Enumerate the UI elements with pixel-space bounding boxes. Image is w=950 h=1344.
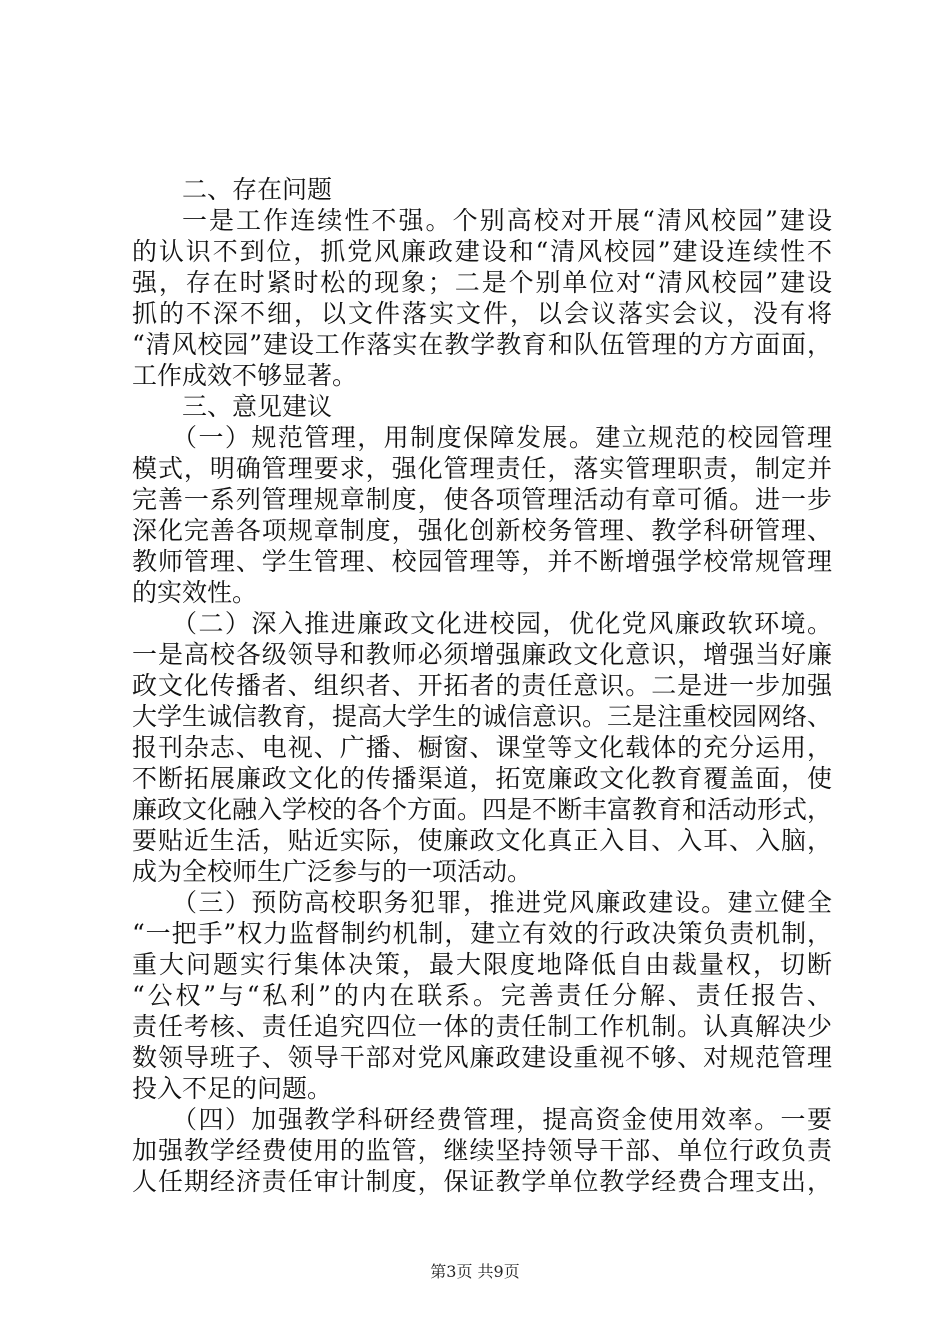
paragraph-line: 要贴近生活，贴近实际，使廉政文化真正入目、入耳、入脑， [132,826,832,855]
paragraph-line: 重大问题实行集体决策，最大限度地降低自由裁量权，切断 [132,950,832,979]
document-body [132,174,832,1197]
paragraph-line: 投入不足的问题。 [132,1074,333,1103]
paragraph-line: 完善一系列管理规章制度，使各项管理活动有章可循。进一步 [132,485,832,514]
paragraph-line: 抓的不深不细，以文件落实文件，以会议落实会议，没有将 [132,299,832,328]
paragraph-line: （三）预防高校职务犯罪，推进党风廉政建设。建立健全 [172,888,832,917]
paragraph-line: 模式，明确管理要求，强化管理责任，落实管理职责，制定并 [132,454,832,483]
paragraph-line: 一是工作连续性不强。个别高校对开展“清风校园”建设 [182,206,832,235]
section-heading-suggestions: 三、意见建议 [182,392,333,421]
paragraph-line: 廉政文化融入学校的各个方面。四是不断丰富教育和活动形式， [132,795,833,824]
paragraph-line: 政文化传播者、组织者、开拓者的责任意识。二是进一步加强 [132,671,832,700]
paragraph-line: （一）规范管理，用制度保障发展。建立规范的校园管理 [172,423,832,452]
paragraph-line: “一把手”权力监督制约机制，建立有效的行政决策负责机制， [132,919,832,948]
paragraph-line: 的认识不到位，抓党风廉政建设和“清风校园”建设连续性不 [132,237,832,266]
paragraph-line: 加强教学经费使用的监管，继续坚持领导干部、单位行政负责 [132,1136,832,1165]
paragraph-line: 深化完善各项规章制度，强化创新校务管理、教学科研管理、 [132,516,832,545]
paragraph-line: 数领导班子、领导干部对党风廉政建设重视不够、对规范管理 [132,1043,832,1072]
paragraph-line: 大学生诚信教育，提高大学生的诚信意识。三是注重校园网络、 [132,702,833,731]
paragraph-line: “公权”与“私利”的内在联系。完善责任分解、责任报告、 [132,981,832,1010]
section-heading-problems: 二、存在问题 [182,175,333,204]
paragraph-line: 一是高校各级领导和教师必须增强廉政文化意识，增强当好廉 [132,640,832,669]
paragraph-line: “清风校园”建设工作落实在教学教育和队伍管理的方方面面， [132,330,832,359]
paragraph-line: 责任考核、责任追究四位一体的责任制工作机制。认真解决少 [132,1012,832,1041]
page-number-footer: 第3页 共9页 [430,1262,520,1281]
paragraph-line: 报刊杂志、电视、广播、橱窗、课堂等文化载体的充分运用， [132,733,832,762]
paragraph-line: 人任期经济责任审计制度，保证教学单位教学经费合理支出， [132,1167,832,1196]
paragraph-line: 不断拓展廉政文化的传播渠道，拓宽廉政文化教育覆盖面，使 [132,764,832,793]
paragraph-line: 的实效性。 [132,578,258,607]
paragraph-line: 强，存在时紧时松的现象；二是个别单位对“清风校园”建设 [132,268,832,297]
paragraph-line: 教师管理、学生管理、校园管理等，并不断增强学校常规管理 [132,547,832,576]
paragraph-line: 工作成效不够显著。 [132,361,358,390]
paragraph-line: （四）加强教学科研经费管理，提高资金使用效率。一要 [172,1105,832,1134]
paragraph-line: （二）深入推进廉政文化进校园，优化党风廉政软环境。 [172,609,832,638]
paragraph-line: 成为全校师生广泛参与的一项活动。 [132,857,533,886]
